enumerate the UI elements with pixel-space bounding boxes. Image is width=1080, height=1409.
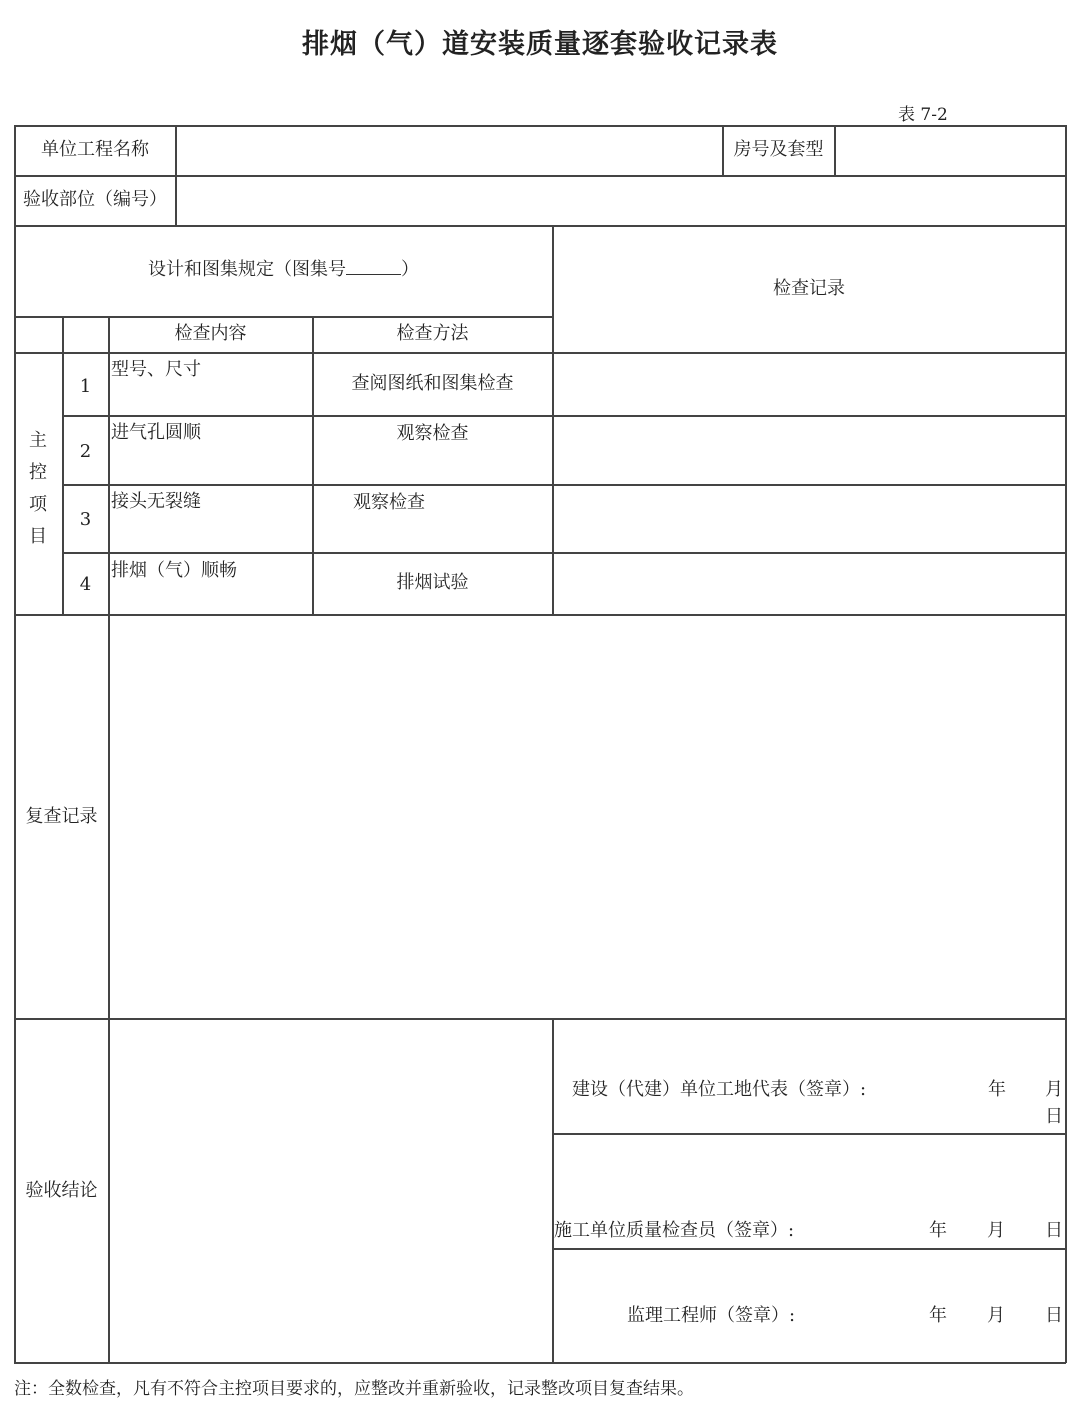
item-content: 排烟（气）顺畅 bbox=[111, 560, 237, 581]
sign3-label: 监理工程师（签章）: bbox=[627, 1305, 796, 1326]
spec-label bbox=[15, 259, 552, 281]
content-header: 检查内容 bbox=[174, 323, 247, 344]
sign2-year: 年 bbox=[929, 1220, 947, 1241]
sign2-day: 日 bbox=[1045, 1220, 1063, 1241]
sign3-year: 年 bbox=[929, 1305, 947, 1326]
item-check-record-field[interactable] bbox=[554, 417, 1064, 484]
item-method: 排烟试验 bbox=[396, 572, 469, 593]
main-control-char: 控 bbox=[29, 462, 47, 483]
conclusion-field[interactable] bbox=[110, 1020, 551, 1362]
location-field[interactable] bbox=[177, 176, 1064, 224]
sign1-day: 日 bbox=[1045, 1106, 1063, 1127]
item-number: 2 bbox=[79, 441, 92, 462]
recheck-label: 复查记录 bbox=[25, 806, 98, 827]
sign3-day: 日 bbox=[1045, 1305, 1063, 1326]
atlas-number-blank[interactable] bbox=[346, 260, 401, 275]
sign3-month: 月 bbox=[987, 1305, 1005, 1326]
item-content: 型号、尺寸 bbox=[111, 359, 201, 380]
table-number: 表 7-2 bbox=[898, 105, 948, 125]
main-control-char: 目 bbox=[29, 526, 47, 547]
sign2-label: 施工单位质量检查员（签章）: bbox=[554, 1220, 795, 1241]
sign2-month: 月 bbox=[987, 1220, 1005, 1241]
item-content: 进气孔圆顺 bbox=[111, 422, 201, 443]
main-control-char: 项 bbox=[29, 494, 47, 515]
item-method: 观察检查 bbox=[353, 492, 425, 513]
spec-label-prefix: 设计和图集规定（图集号 bbox=[148, 259, 346, 280]
room-type-field[interactable] bbox=[836, 126, 1064, 174]
recheck-field[interactable] bbox=[110, 616, 1064, 1018]
check-record-header: 检查记录 bbox=[773, 278, 845, 299]
spec-label-suffix: ） bbox=[401, 259, 419, 280]
sign1-label: 建设（代建）单位工地代表（签章）: bbox=[572, 1079, 867, 1100]
sign1-year: 年 bbox=[988, 1079, 1006, 1100]
item-content: 接头无裂缝 bbox=[111, 491, 201, 512]
method-header: 检查方法 bbox=[396, 323, 469, 344]
main-control-label bbox=[14, 425, 62, 553]
project-name-label: 单位工程名称 bbox=[41, 139, 149, 160]
footnote: 注：全数检查，凡有不符合主控项目要求的，应整改并重新验收，记录整改项目复查结果。 bbox=[14, 1379, 694, 1399]
item-number: 4 bbox=[79, 574, 92, 595]
item-check-record-field[interactable] bbox=[554, 554, 1064, 614]
sign1-month: 月 bbox=[1045, 1079, 1063, 1100]
conclusion-label: 验收结论 bbox=[25, 1180, 98, 1201]
room-type-label: 房号及套型 bbox=[733, 139, 824, 160]
item-check-record-field[interactable] bbox=[554, 354, 1064, 415]
item-check-record-field[interactable] bbox=[554, 486, 1064, 552]
item-number: 3 bbox=[79, 509, 92, 530]
location-label: 验收部位（编号） bbox=[23, 189, 167, 210]
item-method: 观察检查 bbox=[396, 423, 469, 444]
main-control-char: 主 bbox=[29, 430, 47, 451]
project-name-field[interactable] bbox=[177, 126, 721, 174]
item-method: 查阅图纸和图集检查 bbox=[351, 373, 514, 394]
item-number: 1 bbox=[79, 376, 92, 397]
page-title: 排烟（气）道安装质量逐套验收记录表 bbox=[302, 29, 778, 60]
